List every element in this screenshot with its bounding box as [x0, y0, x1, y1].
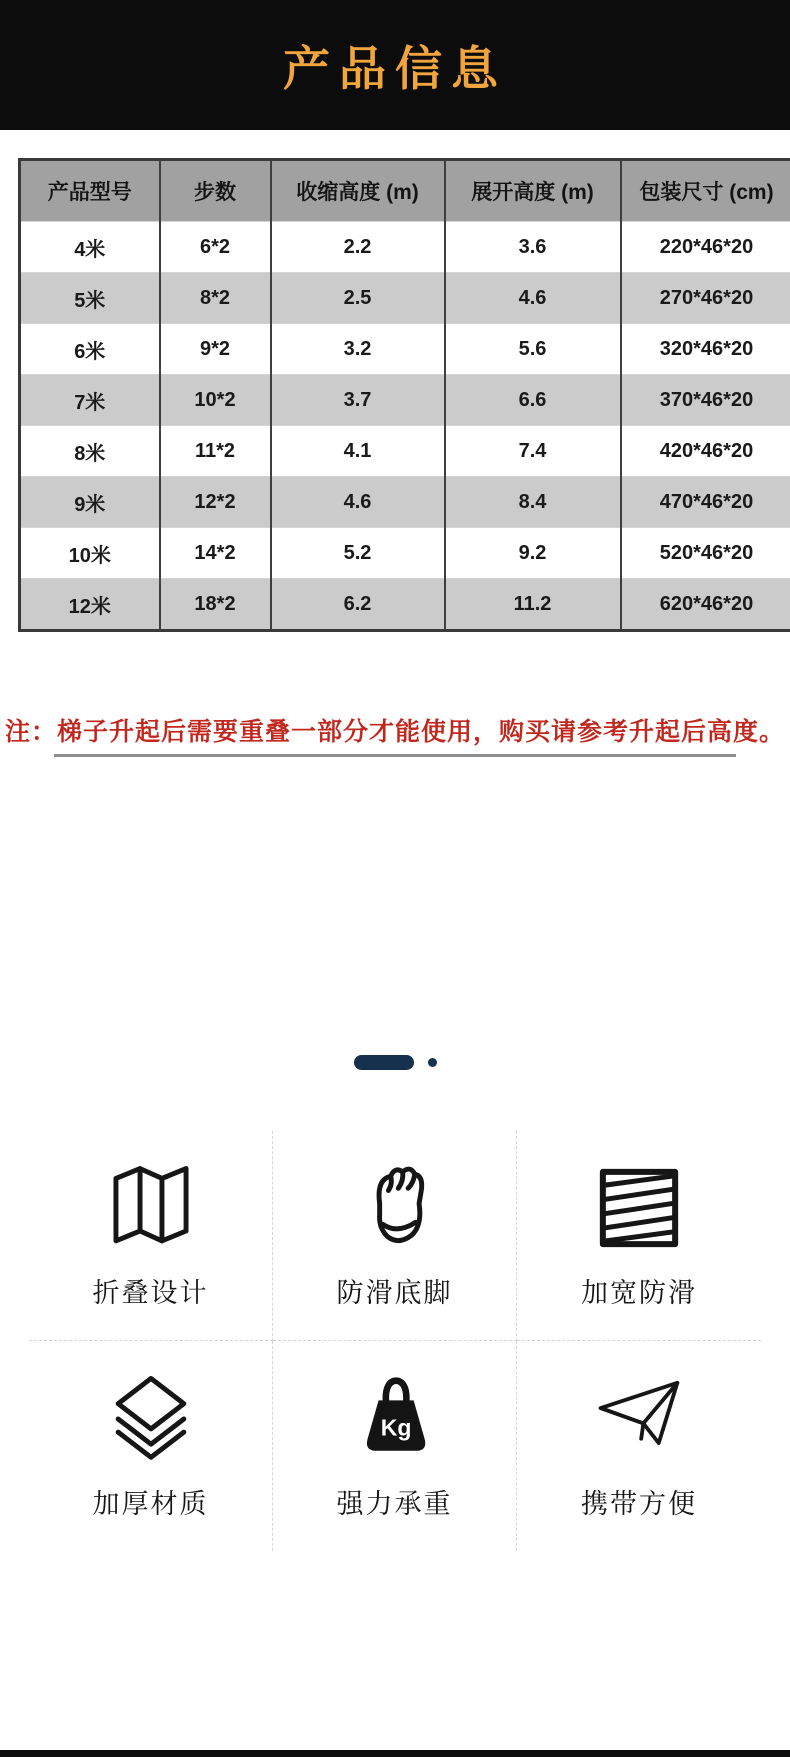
feature-label: 防滑底脚 [337, 1271, 453, 1310]
table-cell: 220*46*20 [621, 222, 790, 273]
table-cell: 12*2 [160, 477, 271, 528]
page-title: 产品信息 [283, 32, 507, 99]
column-header-extended: 展开高度 (m) [445, 160, 621, 222]
feature-label: 加宽防滑 [581, 1271, 697, 1310]
table-cell: 6米 [20, 324, 160, 375]
column-header-package: 包装尺寸 (cm) [621, 160, 790, 222]
kg-icon-text: Kg [380, 1414, 411, 1440]
feature-anti-slip-foot [273, 1131, 517, 1341]
table-cell: 9.2 [445, 528, 621, 579]
table-row [20, 324, 790, 375]
table-cell: 5.2 [271, 528, 445, 579]
bottom-spacer [0, 1551, 790, 1750]
table-cell: 370*46*20 [621, 375, 790, 426]
table-cell: 14*2 [160, 528, 271, 579]
column-header-model: 产品型号 [20, 160, 160, 222]
feature-label: 折叠设计 [93, 1271, 209, 1310]
table-cell: 5米 [20, 273, 160, 324]
table-cell: 9米 [20, 477, 160, 528]
column-header-steps: 步数 [160, 160, 271, 222]
table-cell: 12米 [20, 579, 160, 631]
page-banner [0, 0, 790, 130]
table-cell: 11*2 [160, 426, 271, 477]
feature-label: 强力承重 [337, 1482, 453, 1521]
load-bearing-icon [348, 1372, 442, 1466]
folding-design-icon [104, 1161, 198, 1255]
features-grid [29, 1131, 761, 1551]
table-cell: 8米 [20, 426, 160, 477]
bottom-black-bar [0, 1750, 790, 1757]
table-cell: 320*46*20 [621, 324, 790, 375]
spec-table-body [20, 222, 790, 631]
feature-label: 加厚材质 [93, 1482, 209, 1521]
table-cell: 470*46*20 [621, 477, 790, 528]
table-cell: 3.7 [271, 375, 445, 426]
table-cell: 2.5 [271, 273, 445, 324]
section-divider [0, 1055, 790, 1070]
table-row [20, 477, 790, 528]
easy-carry-icon [592, 1372, 686, 1466]
table-row [20, 375, 790, 426]
column-header-folded: 收缩高度 (m) [271, 160, 445, 222]
note-underline [54, 754, 736, 757]
table-cell: 6.2 [271, 579, 445, 631]
table-cell: 10米 [20, 528, 160, 579]
divider-dot-icon [428, 1058, 437, 1067]
widened-anti-slip-icon [592, 1161, 686, 1255]
table-row [20, 528, 790, 579]
table-cell: 7米 [20, 375, 160, 426]
table-cell: 420*46*20 [621, 426, 790, 477]
table-row [20, 273, 790, 324]
note-section [0, 716, 790, 757]
table-row [20, 222, 790, 273]
table-cell: 3.6 [445, 222, 621, 273]
table-cell: 4.1 [271, 426, 445, 477]
feature-widened-anti-slip [517, 1131, 761, 1341]
table-cell: 8*2 [160, 273, 271, 324]
feature-thick-material [29, 1341, 273, 1551]
table-cell: 6.6 [445, 375, 621, 426]
table-header-row [20, 160, 790, 222]
table-cell: 620*46*20 [621, 579, 790, 631]
table-cell: 520*46*20 [621, 528, 790, 579]
table-row [20, 579, 790, 631]
feature-label: 携带方便 [581, 1482, 697, 1521]
table-cell: 3.2 [271, 324, 445, 375]
table-cell: 270*46*20 [621, 273, 790, 324]
table-cell: 4米 [20, 222, 160, 273]
table-cell: 11.2 [445, 579, 621, 631]
table-cell: 8.4 [445, 477, 621, 528]
table-cell: 6*2 [160, 222, 271, 273]
divider-bar-icon [354, 1055, 414, 1070]
feature-load-bearing [273, 1341, 517, 1551]
table-cell: 7.4 [445, 426, 621, 477]
table-cell: 4.6 [445, 273, 621, 324]
table-cell: 4.6 [271, 477, 445, 528]
anti-slip-foot-icon [348, 1161, 442, 1255]
thick-material-icon [104, 1372, 198, 1466]
table-row [20, 426, 790, 477]
table-cell: 18*2 [160, 579, 271, 631]
spec-table-head [20, 160, 790, 222]
feature-folding-design [29, 1131, 273, 1341]
spec-table [18, 158, 790, 632]
table-cell: 9*2 [160, 324, 271, 375]
table-cell: 5.6 [445, 324, 621, 375]
feature-easy-carry [517, 1341, 761, 1551]
table-cell: 2.2 [271, 222, 445, 273]
table-cell: 10*2 [160, 375, 271, 426]
note-text: 注：梯子升起后需要重叠一部分才能使用，购买请参考升起后高度。 [0, 716, 790, 748]
